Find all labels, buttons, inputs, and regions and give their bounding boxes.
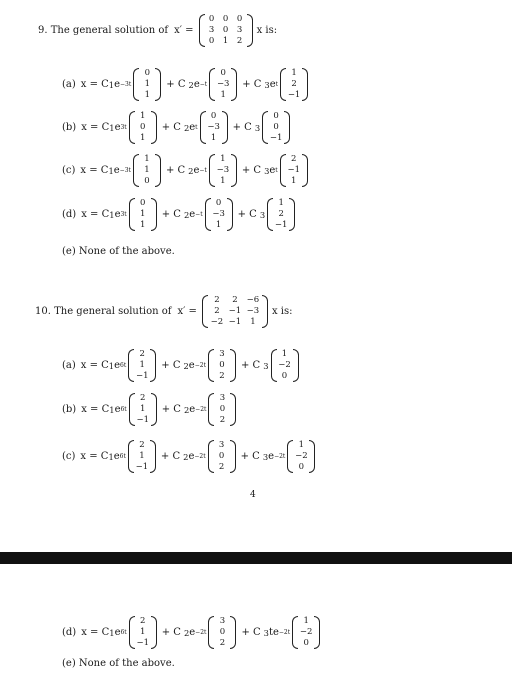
q9-suffix: x is: — [256, 25, 278, 36]
math-token: + C — [161, 360, 181, 371]
math-token: 1 — [144, 79, 150, 89]
math-token: −1 — [274, 220, 288, 230]
math-token: 1 — [108, 451, 114, 462]
math-token: −3 — [212, 209, 225, 219]
vector — [208, 393, 236, 426]
vector — [208, 616, 236, 649]
math-token: −1 — [136, 371, 149, 381]
math-token: 1 — [291, 176, 297, 186]
math-token: e — [189, 122, 196, 133]
math-token: e — [189, 404, 196, 415]
math-token: 0 — [281, 371, 288, 381]
math-token: 0 — [303, 638, 309, 648]
vector — [128, 440, 156, 473]
math-token: + C — [160, 451, 181, 462]
math-token: 2 — [236, 36, 243, 46]
math-token: + C — [161, 209, 181, 220]
math-token: −2 — [299, 627, 313, 637]
math-token: 1 — [303, 616, 309, 626]
math-token: 1 — [144, 165, 150, 175]
math-token: (d) — [62, 627, 77, 638]
math-token: 1 — [139, 360, 145, 370]
math-token: −2t — [195, 406, 207, 413]
math-token: 2 — [188, 165, 194, 176]
math-token: 3 — [262, 451, 269, 462]
page-divider — [0, 552, 512, 564]
math-token: −t — [195, 211, 203, 218]
math-token: −2t — [274, 453, 286, 460]
math-token: e — [268, 451, 275, 462]
math-token: 1 — [108, 79, 115, 90]
math-token: 2 — [218, 462, 225, 472]
math-token: 3 — [259, 209, 266, 220]
math-token: + C — [165, 165, 186, 176]
math-token: −2t — [194, 453, 206, 460]
math-token: 2 — [291, 154, 297, 164]
q9-option-c — [62, 154, 310, 187]
q10-option-c — [62, 440, 317, 473]
math-token: + C — [240, 360, 261, 371]
q9-option-d — [62, 198, 297, 231]
math-token: e — [114, 122, 121, 133]
math-token: 2 — [219, 371, 225, 381]
math-token: 3 — [236, 25, 243, 35]
math-token: e — [113, 451, 120, 462]
math-token: x = C — [80, 165, 109, 176]
math-token: 1 — [108, 165, 114, 176]
math-token: 1 — [109, 404, 115, 415]
math-token: 0 — [215, 198, 222, 208]
q10-option-e: (e) None of the above. — [62, 658, 175, 669]
math-token: 2 — [183, 360, 189, 371]
math-token: + C — [242, 79, 262, 90]
vector — [129, 393, 157, 426]
math-token: 0 — [236, 14, 243, 24]
math-token: 2 — [291, 79, 297, 89]
vector — [129, 198, 157, 231]
math-token: 2 — [183, 404, 190, 415]
math-token: 2 — [214, 306, 220, 316]
math-token: e — [189, 209, 196, 220]
math-token: x = C — [81, 122, 110, 133]
math-token: + C — [240, 451, 260, 462]
math-token: −3 — [246, 306, 260, 316]
q10-matrix — [202, 295, 268, 328]
math-token: −2t — [194, 362, 206, 369]
page-number: 4 — [250, 490, 256, 500]
math-token: e — [188, 451, 195, 462]
math-token: e — [114, 79, 121, 90]
math-token: 2 — [219, 638, 226, 648]
math-token: −3t — [120, 81, 132, 88]
math-token: −1 — [228, 317, 242, 327]
math-token: 0 — [219, 627, 226, 637]
math-token: 2 — [139, 349, 145, 359]
math-token: 1 — [109, 209, 115, 220]
math-token: 3t — [120, 124, 127, 131]
vector — [133, 68, 161, 101]
math-token: 2 — [183, 122, 190, 133]
vector — [133, 154, 161, 187]
math-token: e — [188, 360, 195, 371]
math-token: e — [113, 165, 120, 176]
math-token: −2 — [278, 360, 291, 370]
q9-option-e: (e) None of the above. — [62, 246, 175, 257]
math-token: 6t — [120, 629, 127, 636]
math-token: 2 — [140, 393, 146, 403]
math-token: 1 — [140, 627, 146, 637]
math-token: x = C — [81, 209, 110, 220]
math-token: 3 — [219, 616, 226, 626]
math-token: 3 — [219, 349, 225, 359]
math-token: 1 — [140, 404, 146, 414]
math-token: x = C — [81, 404, 110, 415]
vector — [262, 111, 290, 144]
math-token: 3 — [263, 627, 269, 638]
math-token: −3 — [216, 79, 230, 89]
math-token: (b) — [62, 404, 77, 415]
math-token: 2 — [183, 209, 190, 220]
math-token: 6t — [120, 406, 127, 413]
q9-header — [38, 14, 277, 47]
q10-header — [35, 295, 292, 328]
math-token: e — [114, 209, 121, 220]
math-token: x = C — [80, 79, 109, 90]
math-token: 1 — [108, 360, 115, 371]
math-token: −t — [199, 81, 208, 88]
q9-xprime: x′ = — [174, 25, 194, 36]
q9-option-a — [62, 68, 310, 101]
math-token: −3 — [207, 122, 220, 132]
math-token: 2 — [214, 295, 220, 305]
math-token: 2 — [232, 295, 238, 305]
math-token: 0 — [219, 404, 226, 414]
math-token: 1 — [144, 154, 150, 164]
math-token: + C — [232, 122, 252, 133]
q10-suffix: x is: — [271, 306, 293, 317]
math-token: 0 — [218, 451, 225, 461]
vector — [280, 154, 308, 187]
math-token: 2 — [219, 415, 226, 425]
vector — [280, 68, 308, 101]
math-token: t — [195, 124, 198, 131]
math-token: + C — [237, 209, 257, 220]
q10-prefix: 10. The general solution of — [35, 306, 172, 317]
q10-option-d — [62, 616, 322, 649]
math-token: e — [114, 404, 121, 415]
math-token: 3 — [264, 79, 270, 90]
math-token: + C — [161, 404, 181, 415]
math-token: e — [114, 360, 121, 371]
vector — [292, 616, 320, 649]
vector — [208, 349, 236, 382]
vector — [209, 154, 237, 187]
vector — [129, 111, 157, 144]
math-token: e — [193, 165, 200, 176]
math-token: −1 — [136, 415, 149, 425]
math-token: 0 — [222, 14, 229, 24]
math-token: 1 — [215, 220, 222, 230]
vector — [205, 198, 233, 231]
math-token: e — [193, 79, 200, 90]
math-token: 0 — [273, 122, 279, 132]
math-token: (d) — [62, 209, 77, 220]
math-token: x = C — [80, 360, 109, 371]
vector — [267, 198, 295, 231]
math-token: (c) — [62, 451, 76, 462]
math-token: 1 — [281, 349, 288, 359]
vector — [209, 68, 237, 101]
math-token: −1 — [287, 90, 301, 100]
math-token: (c) — [62, 165, 76, 176]
math-token: 1 — [222, 36, 229, 46]
math-token: −2 — [210, 317, 224, 327]
math-token: 1 — [298, 440, 305, 450]
math-token: 2 — [183, 451, 189, 462]
vector — [200, 111, 228, 144]
math-token: −t — [199, 167, 207, 174]
q9-option-b — [62, 111, 292, 144]
vector — [271, 349, 299, 382]
math-token: 3 — [264, 165, 270, 176]
math-token: e — [114, 627, 121, 638]
math-token: + C — [241, 165, 262, 176]
math-token: + C — [161, 122, 181, 133]
math-token: 1 — [140, 111, 146, 121]
math-token: −2 — [295, 451, 308, 461]
vector — [208, 440, 236, 473]
math-token: e — [269, 79, 276, 90]
math-token: 1 — [139, 451, 145, 461]
math-token: 0 — [208, 36, 215, 46]
math-token: −2t — [195, 629, 207, 636]
math-token: e — [269, 165, 276, 176]
math-token: 3t — [120, 211, 127, 218]
math-token: −3 — [216, 165, 230, 175]
math-token: 1 — [109, 627, 115, 638]
math-token: 0 — [298, 462, 305, 472]
math-token: x = C — [80, 451, 109, 462]
math-token: 0 — [140, 198, 146, 208]
math-token: 3 — [254, 122, 261, 133]
math-token: −1 — [135, 462, 149, 472]
math-token: 0 — [222, 25, 229, 35]
math-token: 1 — [144, 90, 150, 100]
math-token: 2 — [183, 627, 190, 638]
math-token: + C — [166, 79, 186, 90]
math-token: 1 — [220, 154, 226, 164]
math-token: t — [275, 81, 279, 88]
math-token: 2 — [140, 616, 146, 626]
vector — [128, 349, 156, 382]
math-token: 3 — [263, 360, 269, 371]
math-token: 1 — [220, 176, 226, 186]
q9-matrix — [199, 14, 253, 47]
math-token: te — [268, 627, 279, 638]
math-token: 0 — [140, 122, 146, 132]
math-token: 2 — [188, 79, 194, 90]
math-token: −2t — [278, 629, 291, 636]
math-token: + C — [161, 627, 181, 638]
q10-xprime: x′ = — [177, 306, 197, 317]
q10-option-a — [62, 349, 301, 382]
math-token: 6t — [119, 453, 126, 460]
math-token: −1 — [287, 165, 300, 175]
math-token: 0 — [210, 111, 217, 121]
math-token: 0 — [144, 176, 150, 186]
math-token: 0 — [208, 14, 215, 24]
math-token: −1 — [136, 638, 149, 648]
math-token: 0 — [144, 68, 150, 78]
math-token: 3 — [219, 393, 226, 403]
math-token: 1 — [291, 68, 297, 78]
vector — [287, 440, 315, 473]
math-token: (a) — [62, 360, 76, 371]
math-token: −1 — [228, 306, 242, 316]
math-token: −3t — [119, 167, 131, 174]
math-token: 0 — [219, 360, 225, 370]
math-token: −1 — [269, 133, 283, 143]
math-token: 0 — [220, 68, 226, 78]
math-token: 3 — [218, 440, 225, 450]
math-token: 2 — [278, 209, 284, 219]
math-token: 1 — [278, 198, 284, 208]
math-token: 1 — [250, 317, 256, 327]
math-token: −6 — [246, 295, 260, 305]
vector — [129, 616, 157, 649]
math-token: 1 — [140, 209, 146, 219]
math-token: + C — [241, 627, 261, 638]
math-token: 6t — [120, 362, 127, 369]
math-token: x = C — [81, 627, 110, 638]
math-token: e — [189, 627, 196, 638]
q10-option-b — [62, 393, 238, 426]
math-token: (b) — [62, 122, 77, 133]
math-token: 2 — [139, 440, 145, 450]
math-token: (a) — [62, 79, 76, 90]
math-token: 1 — [220, 90, 226, 100]
math-token: 3 — [208, 25, 215, 35]
math-token: 1 — [140, 133, 146, 143]
math-token: 0 — [273, 111, 279, 121]
math-token: 1 — [109, 122, 115, 133]
q9-prefix: 9. The general solution of — [38, 25, 169, 36]
math-token: 1 — [140, 220, 146, 230]
math-token: t — [275, 167, 278, 174]
math-token: 1 — [210, 133, 217, 143]
